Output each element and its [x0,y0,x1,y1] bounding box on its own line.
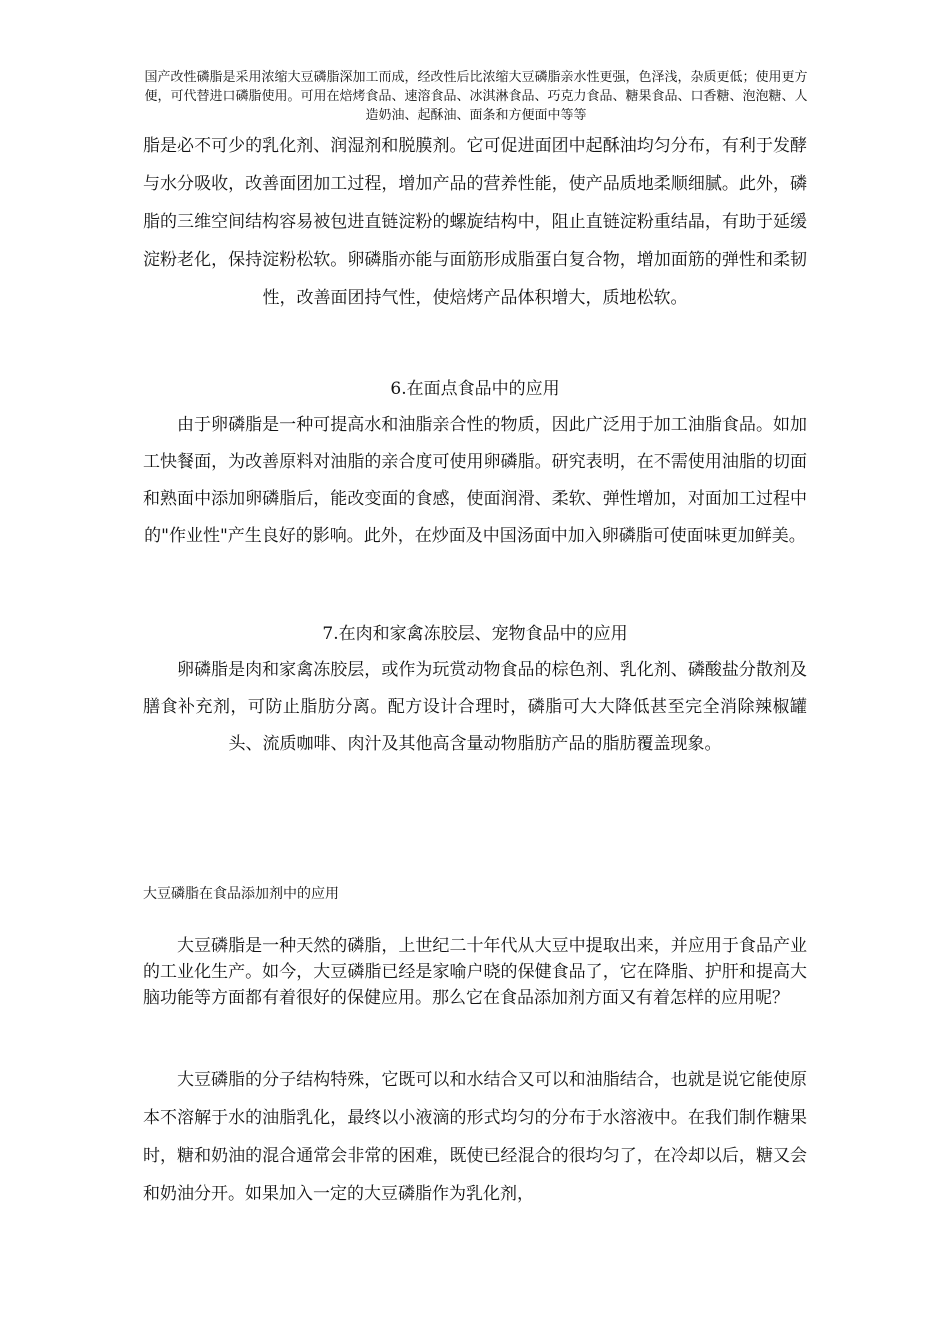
paragraph-section-7: 卵磷脂是肉和家禽冻胶层，或作为玩赏动物食品的棕色剂、乳化剂、磷酸盐分散剂及膳食补充剂，可防止脂肪分离。配方设计合理时，磷脂可大大降低甚至完全消除辣椒罐头、流质咖啡、肉汁及其他高含量动物脂肪产品的脂肪覆盖现象。 [143,660,807,754]
heading-section-6: 6.在面点食品中的应用 [390,379,560,399]
heading-section-7: 7.在肉和家禽冻胶层、宠物食品中的应用 [322,624,628,644]
paragraph-intro: 大豆磷脂是一种天然的磷脂，上世纪二十年代从大豆中提取出来，并应用于食品产业的工业化生产。如今，大豆磷脂已经是家喻户晓的保健食品了，它在降脂、护肝和提高大脑功能等方面都有着很好的保健应用。那么它在食品添加剂方面又有着怎样的应用呢？ [143,936,807,1008]
header-note: 国产改性磷脂是采用浓缩大豆磷脂深加工而成，经改性后比浓缩大豆磷脂亲水性更强，色泽浅，杂质更低；使用更方便，可代替进口磷脂使用。可用在焙烤食品、速溶食品、冰淇淋食品、巧克力食品、糖果食品、口香糖、泡泡糖、人造奶油、起酥油、面条和方便面中等等 [144,70,808,123]
paragraph-baking-continued: 脂是必不可少的乳化剂、润湿剂和脱膜剂。它可促进面团中起酥油均匀分布，有利于发酵与水分吸收，改善面团加工过程，增加产品的营养性能，使产品质地柔顺细腻。此外，磷脂的三维空间结构容易被包进直链淀粉的螺旋结构中，阻止直链淀粉重结晶，有助于延缓淀粉老化，保持淀粉松软。卵磷脂亦能与面筋形成脂蛋白复合物，增加面筋的弹性和柔韧性，改善面团持气性，使焙烤产品体积增大，质地松软。 [143,136,807,308]
paragraph-section-6: 由于卵磷脂是一种可提高水和油脂亲合性的物质，因此广泛用于加工油脂食品。如加工快餐面，为改善原料对油脂的亲合度可使用卵磷脂。研究表明，在不需使用油脂的切面和熟面中添加卵磷脂后，能改变面的食感，使面润滑、柔软、弹性增加，对面加工过程中的"作业性"产生良好的影响。此外，在炒面及中国汤面中加入卵磷脂可使面味更加鲜美。 [143,415,807,546]
paragraph-structure: 大豆磷脂的分子结构特殊，它既可以和水结合又可以和油脂结合，也就是说它能使原本不溶解于水的油脂乳化，最终以小液滴的形式均匀的分布于水溶液中。在我们制作糖果时，糖和奶油的混合通常会非常的困难，既使已经混合的很均匀了，在冷却以后，糖又会和奶油分开。如果加入一定的大豆磷脂作为乳化剂， [143,1070,807,1204]
article-title: 大豆磷脂在食品添加剂中的应用 [143,886,339,902]
